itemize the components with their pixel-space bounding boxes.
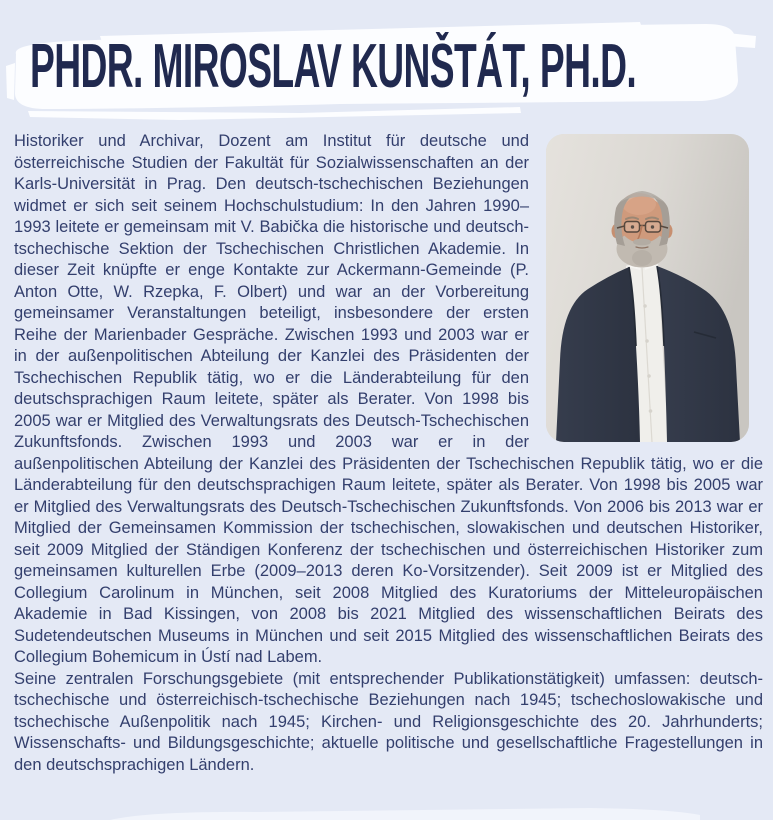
page-title [30, 32, 773, 101]
bio-paragraph-1: Historiker und Archivar, Dozent am Institut für deutsche und österreichische Studien der Fakultät für Sozialwissenschaften an der Karls-Universität in Prag. Den deutsch-tschechischen Beziehungen widmet er sich seit seinem Hochschulstudium: In den Jahren 1990–1993 leitete er gemeinsam mit V. Babička die historische und deutsch-tschechische Sektion der Tschechischen Christlichen Akademie. In dieser Zeit knüpfte er enge Kontakte zur Ackermann-Gemeinde (P. Anton Otte, W. Rzepka, F. Olbert) und war an der Vorbereitung gemeinsamer Veranstaltungen beteiligt, insbesondere der ersten Reihe der Marienbader Gespräche. Zwischen 1993 und 2003 war er in der außenpolitischen Abteilung der Kanzlei des Präsidenten der Tschechischen Republik tätig, wo er die Länderabteilung für den deutschsprachigen Raum leitete, später als Berater. Von 1998 bis 2005 war er Mitglied des Verwaltungsrats des Deutsch-Tschechischen Zukunftsfonds. Zwischen 1993 und 2003 war er in der außenpolitischen Abteilung der Kanzlei des Präsidenten der Tschechischen Republik tätig, wo er die Länderabteilung für den deutschsprachigen Raum leitete, später als Berater. Von 1998 bis 2005 war er Mitglied des Verwaltungsrats des Deutsch-Tschechischen Zukunftsfonds. Von 2006 bis 2013 war er Mitglied der Gemeinsamen Kommission der tschechischen, slowakischen und deutschen Historiker, seit 2009 Mitglied der Ständigen Konferenz der tschechischen und österreichischen Historiker zum gemeinsamen kulturellen Erbe (2009–2013 deren Ko-Vorsitzender). Seit 2009 ist er Mitglied des Collegium Carolinum in München, seit 2008 Mitglied des Kuratoriums der Mitteleuropäischen Akademie in Bad Kissingen, von 2008 bis 2021 Mitglied des wissenschaftlichen Beirats des Sudetendeutschen Museums in München und seit 2015 Mitglied des wissenschaftlichen Beirats des Collegium Bohemicum in Ústí nad Labem. [14, 132, 763, 666]
bottom-brush-stroke [110, 808, 700, 820]
portrait-illustration [546, 134, 749, 442]
page-title-text: PHDR. MIROSLAV KUNŠTÁT, PH.D. [30, 32, 637, 101]
bio-paragraph-2: Seine zentralen Forschungsgebiete (mit entsprechender Publikationstätigkeit) umfassen: deutsch-tschechische und österreichisch-tschechische Beziehungen nach 1945; tschechoslowakische und tschechische Außenpolitik nach 1945; Kirchen- und Religionsgeschichte des 20. Jahrhunderts; Wissenschafts- und Bildungsgeschichte; aktuelle politische und gesellschaftliche Fragestellungen in den deutschsprachigen Ländern. [14, 669, 763, 774]
bio-content [0, 126, 773, 776]
portrait-photo [546, 134, 749, 442]
title-banner [0, 0, 773, 126]
